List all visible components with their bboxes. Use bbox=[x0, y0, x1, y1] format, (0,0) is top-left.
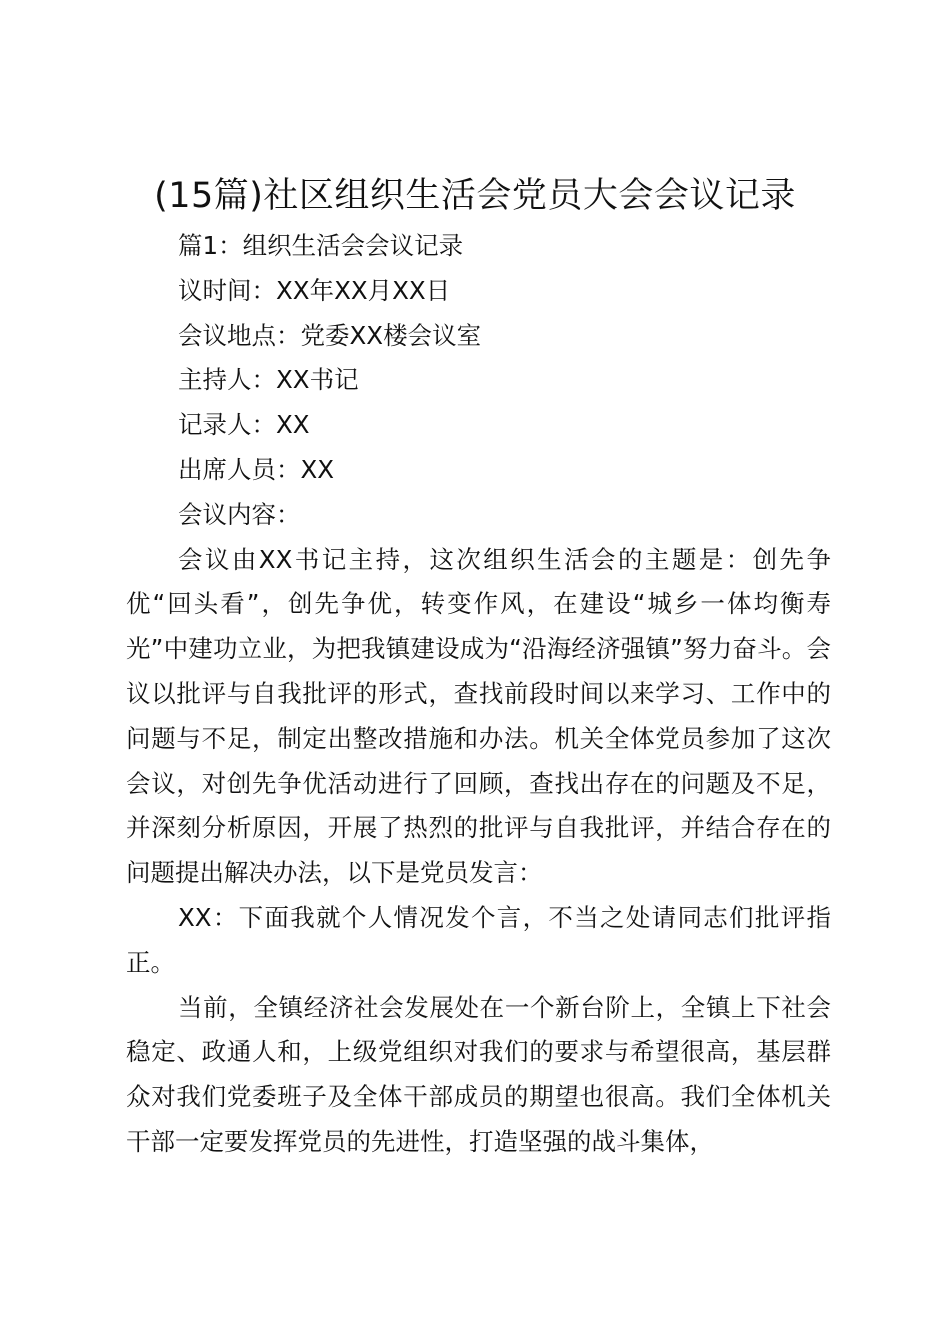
section-heading: 篇1：组织生活会会议记录 bbox=[178, 231, 464, 260]
meeting-attendees: 出席人员：XX bbox=[178, 454, 335, 484]
meeting-recorder: 记录人：XX bbox=[178, 410, 310, 440]
meeting-host: 主持人：XX书记 bbox=[178, 365, 359, 395]
document-title: (15篇)社区组织生活会党员大会会议记录 bbox=[154, 176, 796, 216]
meeting-location: 会议地点：党委XX楼会议室 bbox=[178, 320, 482, 350]
meeting-content-label: 会议内容： bbox=[178, 499, 301, 529]
meeting-time: 议时间：XX年XX月XX日 bbox=[178, 275, 451, 305]
body-paragraph: XX：下面我就个人情况发个言，不当之处请同志们批评指正。 bbox=[126, 902, 831, 977]
body-paragraph: 会议由XX书记主持，这次组织生活会的主题是：创先争优“回头看”，创先争优，转变作风，在建设“城乡一体均衡寿光”中建功立业，为把我镇建设成为“沿海经济强镇”努力奋斗。会议以批评与自我批评的形式，查找前段时间以来学习、工作中的问题与不足，制定出整改措施和办法。机关全体党员参加了这次会议，对创先争优活动进行了回顾，查找出存在的问题及不足，并深刻分析原因，开展了热烈的批评与自我批评，并结合存在的问题提出解决办法，以下是党员发言： bbox=[126, 544, 831, 888]
document-body bbox=[126, 224, 831, 1165]
body-paragraph: 当前，全镇经济社会发展处在一个新台阶上，全镇上下社会稳定、政通人和，上级党组织对我们的要求与希望很高，基层群众对我们党委班子及全体干部成员的期望也很高。我们全体机关干部一定要发挥党员的先进性，打造坚强的战斗集体， bbox=[126, 992, 831, 1156]
